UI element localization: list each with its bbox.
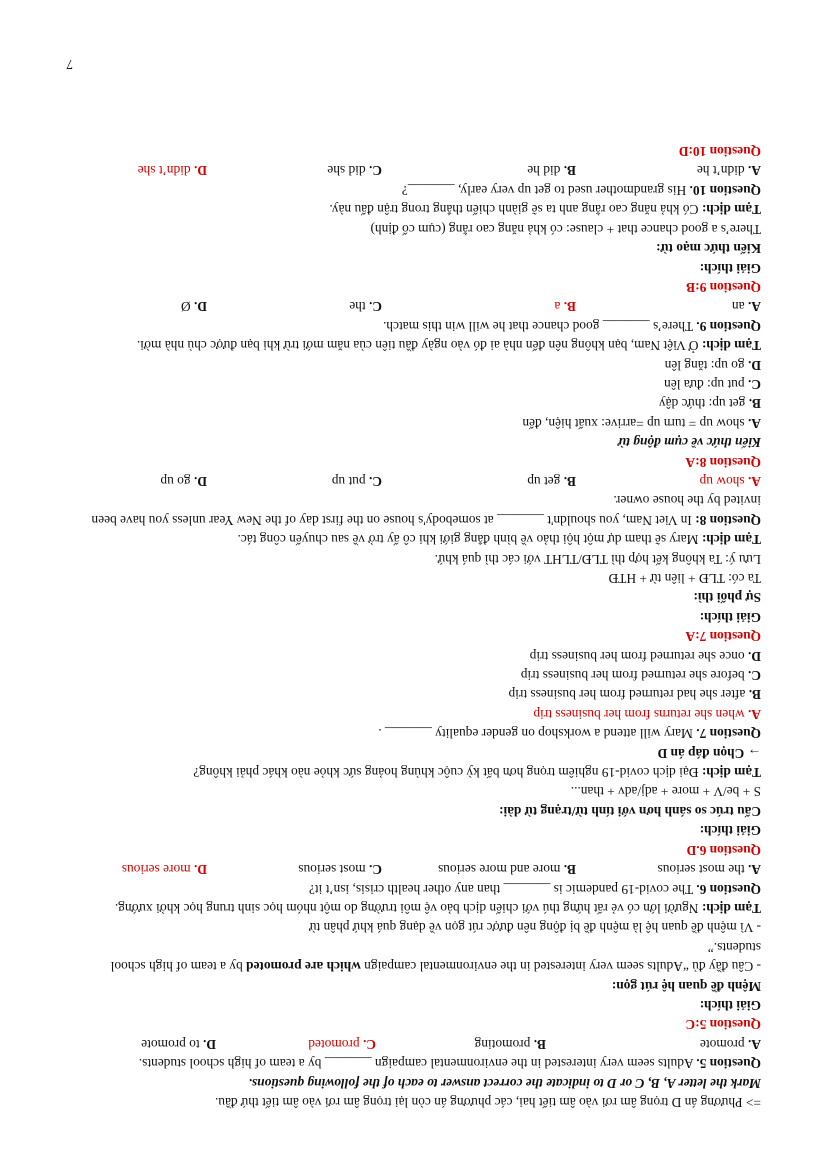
intro-line — [65, 1093, 761, 1112]
option-c: C. put up — [331, 474, 382, 489]
tam-dich-5: Tạm dịch: Người lớn có vẻ rất hứng thú với chiến dịch bảo vệ môi trường do một nhóm học sinh trung học khởi xướng. — [114, 900, 761, 916]
option-a: A. promote — [699, 1036, 761, 1052]
choose-6: → Chọn đáp án D — [657, 745, 761, 761]
formula-6: S + be/V + more + adj/adv + than... — [570, 784, 761, 800]
option-c-correct: C. promoted — [308, 1036, 376, 1052]
answer-9: Question 9:B — [686, 279, 761, 295]
option-d-correct: D. didn’t she — [137, 163, 207, 179]
question-6-options — [65, 860, 761, 879]
rule-9: There’s a good chance that + clause: có khả năng cao rằng (cụm cố định) — [370, 221, 761, 237]
topic-9: Kiến thức mạo từ: — [656, 241, 761, 257]
question-10: Question 10. His grandmother used to get up very early, _______? — [401, 182, 761, 198]
option-c: C. most serious — [298, 862, 382, 878]
option-b-correct: B. a — [554, 299, 576, 315]
giai-thich-9: Giải thích: — [699, 260, 761, 276]
topic-7: Sự phối thì: — [693, 590, 761, 606]
question-5: Question 5. Adults seem very interested in the environmental campaign _______ by a team of high school students. — [138, 1056, 761, 1072]
option-b: B. did he — [527, 163, 576, 179]
page-number: 7 — [66, 57, 73, 72]
question-10-options — [65, 161, 761, 180]
def-d: D. go up: tăng lên — [664, 357, 761, 373]
giai-thich-7: Giải thích: — [699, 609, 761, 625]
def-c: C. put up: đưa lên — [664, 376, 761, 392]
option-b: B. promoting — [474, 1036, 546, 1052]
explain-5: - Vì mệnh đề quan hệ là mệnh đề bị động nên được rút gọn về dạng quá khứ phân từ — [309, 920, 761, 936]
option-d: D. once she returned from her business trip — [529, 648, 761, 664]
option-a-correct: A. when she returns from her business trip — [533, 706, 761, 722]
option-a: A. an — [731, 299, 761, 315]
answer-6: Question 6.D — [686, 842, 761, 858]
question-6: Question 6. The covid-19 pandemic is _______ than any other health crisis, isn’t it? — [308, 881, 761, 897]
option-d: D. go up — [160, 474, 207, 489]
instruction: Mark the letter A, B, C or D to indicate the correct answer to each of the following questions. — [248, 1075, 761, 1091]
question-9: Question 9. There’s _______ good chance that he will win this match. — [383, 318, 761, 334]
intro-text: Phương án D trọng âm rơi vào âm tiết hai, các phương án còn lại trọng âm rơi vào âm tiết thứ đầu. — [214, 1095, 743, 1110]
def-a: A. show up = turn up =arrive: xuất hiện, đến — [522, 415, 761, 431]
option-b: B. get up — [527, 474, 576, 489]
question-8: Question 8: In Viet Nam, you shouldn't _______ at somebody's house on the first day of the New Year unless you have been invited by the house owner. — [91, 493, 761, 528]
ta-co-7: Ta có: TLĐ + liên từ + HTĐ — [608, 571, 761, 587]
arrow-icon: => — [745, 1095, 761, 1110]
topic-8: Kiến thức về cụm động từ — [618, 435, 761, 451]
question-8-options — [65, 472, 761, 491]
answer-8: Question 8:A — [685, 454, 761, 470]
luu-y-7: Lưu ý: Ta không kết hợp thì TLĐ/TLHT với các thì quá khứ. — [434, 551, 761, 567]
option-a: A. didn’t he — [696, 163, 761, 179]
option-c: C. the — [349, 299, 382, 315]
topic-6: Cấu trúc so sánh hơn với tính từ/trạng từ dài: — [499, 803, 761, 819]
giai-thich-6: Giải thích: — [699, 823, 761, 839]
answer-5: Question 5:C — [685, 1017, 761, 1033]
tam-dich-9: Tạm dịch: Có khả năng cao rằng anh ta sẽ giành chiến thắng trong trận đấu này. — [329, 202, 761, 218]
page-content — [65, 142, 761, 1112]
question-7: Question 7. Mary will attend a workshop on gender equality _______ . — [378, 726, 761, 742]
option-c: C. did she — [327, 163, 382, 179]
option-a: A. the most serious — [657, 862, 761, 878]
question-5-options — [65, 1034, 761, 1053]
option-b: B. after she had returned from her business trip — [508, 687, 761, 703]
question-9-options — [65, 297, 761, 316]
topic-5: Mệnh đề quan hệ rút gọn: — [611, 978, 761, 994]
def-b: B. get up: thức dậy — [658, 396, 761, 412]
option-d-correct: D. more serious — [121, 862, 207, 878]
answer-10: Question 10:D — [678, 144, 761, 160]
option-d: D. to promote — [141, 1036, 216, 1052]
tam-dich-7: Tạm dịch: Mary sẽ tham dự một hội thảo về bình đẳng giới khi cô ấy trở về sau chuyến công tác. — [237, 532, 761, 548]
giai-thich-5: Giải thích: — [699, 997, 761, 1013]
answer-7: Question 7:A — [685, 629, 761, 645]
option-c: C. before she returned from her business trip — [520, 668, 761, 684]
full-sentence-5: - Câu đầy đủ “Adults seem very interested in the environmental campaign which are promoted by a team of high school students.” — [110, 939, 761, 975]
option-b: B. more and more serious — [438, 862, 576, 878]
option-a-correct: A. show up — [699, 474, 761, 489]
tam-dich-8: Tạm dịch: Ở Việt Nam, bạn không nên đến nhà ai đó vào ngày đầu tiên của năm mới trừ khi bạn được chủ nhà mời. — [136, 338, 761, 354]
option-d: D. Ø — [180, 299, 207, 315]
tam-dich-6: Tạm dịch: Đại dịch covid-19 nghiêm trọng hơn bất kỳ cuộc khủng hoảng sức khỏe nào khác phải không? — [193, 765, 761, 781]
